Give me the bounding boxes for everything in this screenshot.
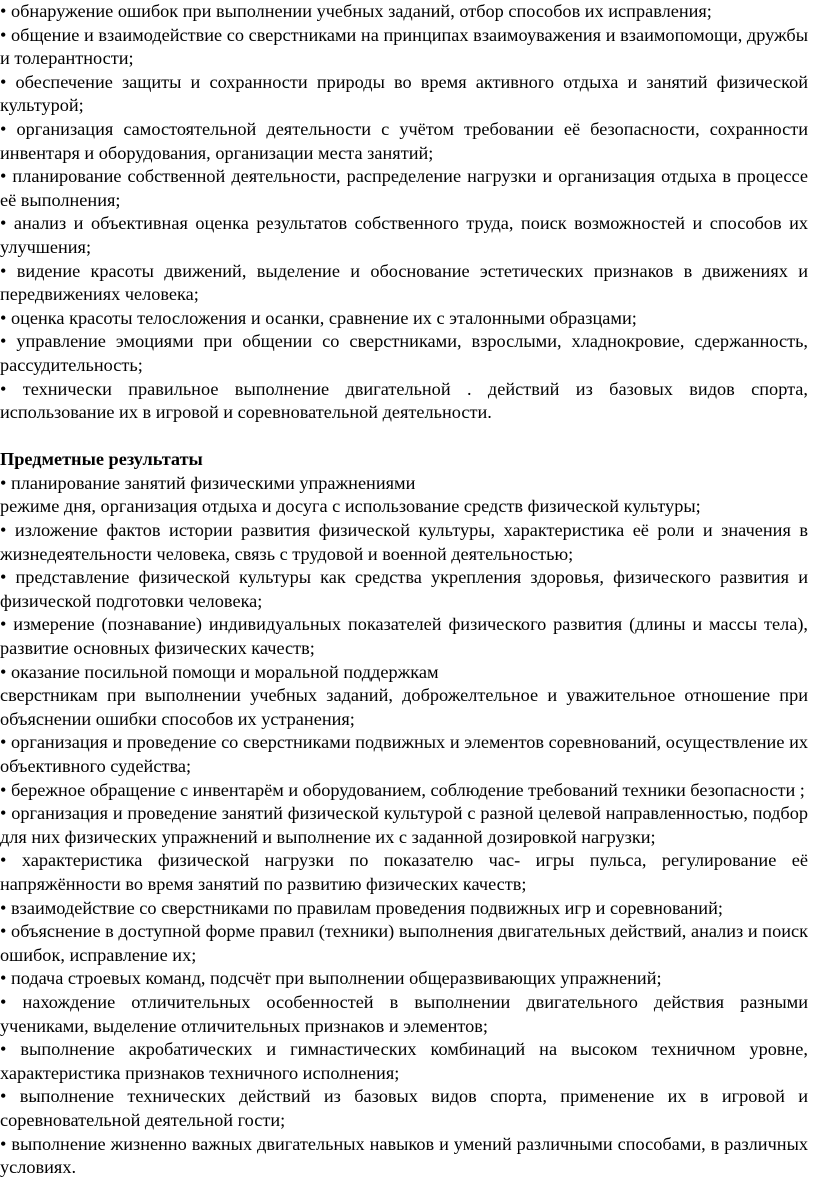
list-item: • планирование собственной деятельности, распределение нагрузки и организация отдыха в процессе её выполнения; (0, 166, 808, 210)
list-item: • изложение фактов истории развития физической культуры, характеристика её роли и значения в жизнедеятельности человека, связь с трудовой и военной деятельностью; (0, 520, 808, 564)
list-item: • анализ и объективная оценка результатов собственного труда, поиск возможностей и способов их улучшения; (0, 213, 808, 257)
list-item: • планирование занятий физическими упражнениями (0, 472, 416, 493)
list-item: • организация самостоятельной деятельности с учётом требовании её безопасности, сохранности инвентаря и оборудования, организации места занятий; (0, 118, 808, 163)
list-item: • выполнение жизненно важных двигательных навыков и умений различными способами, в различных условиях. (0, 1133, 808, 1178)
list-item: • общение и взаимодействие со сверстниками на принципах взаимоуважения и взаимопомощи, дружбы и толерантности; (0, 24, 808, 69)
list-item: • управление эмоциями при общении со сверстниками, взрослыми, хладнокровие, сдержанность, рассудительность; (0, 331, 808, 375)
paragraph-spacer (0, 425, 808, 449)
subject-results-list (0, 472, 808, 1180)
list-item: • оказание посильной помощи и моральной поддержкам (0, 661, 439, 682)
personal-results-list (0, 0, 808, 425)
section-heading: Предметные результаты (0, 449, 203, 470)
list-item: • оценка красоты телосложения и осанки, сравнение их с эталонными образцами; (0, 307, 637, 328)
list-item: • видение красоты движений, выделение и обоснование эстетических признаков в движениях и передвижениях человека; (0, 260, 808, 305)
list-item: • обнаружение ошибок при выполнении учебных заданий, отбор способов их исправления; (0, 1, 712, 21)
list-item: • измерение (познавание) индивидуальных показателей физического развития (длины и массы тела), развитие основных физических качеств; (0, 614, 808, 659)
list-item: • нахождение отличительных особенностей в выполнении двигательного действия разными учениками, выделение отличительных признаков и элементов; (0, 991, 808, 1036)
list-item: • технически правильное выполнение двигательной . действий из базовых видов спорта, использование их в игровой и соревновательной деятельности. (0, 378, 808, 423)
list-item: • обеспечение защиты и сохранности природы во время активного отдыха и занятий физической культурой; (0, 71, 808, 116)
list-item: • взаимодействие со сверстниками по правилам проведения подвижных игр и соревнований; (0, 897, 723, 918)
list-item: сверстникам при выполнении учебных заданий, доброжелтельное и уважительное отношение при объяснении ошибки способов их устранения; (0, 685, 808, 729)
list-item: • представление физической культуры как средства укрепления здоровья, физического развития и физической подготовки человека; (0, 567, 808, 611)
list-item: • организация и проведение со сверстниками подвижных и элементов соревнований, осуществление их объективного судейства; (0, 732, 808, 776)
list-item: режиме дня, организация отдыха и досуга с использование средств физической культуры; (0, 496, 701, 517)
list-item: • организация и проведение занятий физической культурой с разной целевой направленностью, подбор для них физических упражнений и выполнение их с заданной дозировкой нагрузки; (0, 803, 808, 847)
list-item: • объяснение в доступной форме правил (техники) выполнения двигательных действий, анализ и поиск ошибок, исправление их; (0, 921, 808, 965)
list-item: • выполнение технических действий из базовых видов спорта, применение их в игровой и соревновательной деятельной гости; (0, 1086, 808, 1130)
list-item: • подача строевых команд, подсчёт при выполнении общеразвивающих упражнений; (0, 968, 662, 989)
list-item: • бережное обращение с инвентарём и оборудованием, соблюдение требований техники безопасности ; (0, 779, 805, 800)
list-item: • характеристика физической нагрузки по показателю час- игры пульса, регулирование её напряжённости во время занятий по развитию физических качеств; (0, 850, 808, 894)
list-item: • выполнение акробатических и гимнастических комбинаций на высоком техничном уровне, характеристика признаков техничного исполнения; (0, 1039, 808, 1083)
